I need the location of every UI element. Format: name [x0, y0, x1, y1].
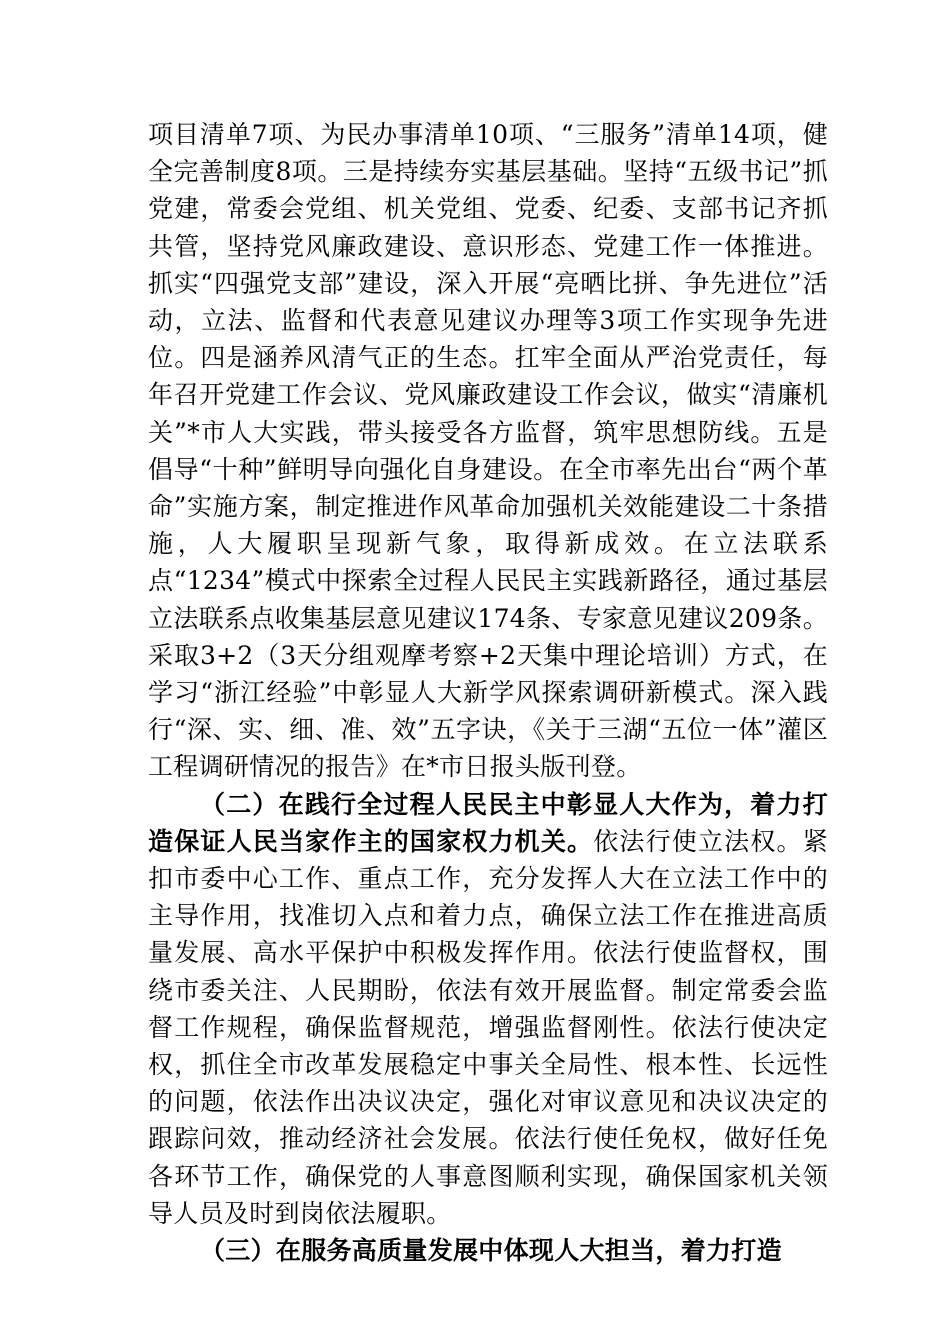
document-body [148, 116, 828, 1269]
body-paragraph-2 [148, 786, 828, 1232]
paragraph-1-text: 项目清单7项、为民办事清单10项、“三服务”清单14项，健全完善制度8项。三是持续夯实基层基础。坚持“五级书记”抓党建，常委会党组、机关党组、党委、纪委、支部书记齐抓共管，坚持党风廉政建设、意识形态、党建工作一体推进。抓实“四强党支部”建设，深入开展“亮晒比拼、争先进位”活动，立法、监督和代表意见建议办理等3项工作实现争先进位。四是涵养风清气正的生态。扛牢全面从严治党责任，每年召开党建工作会议、党风廉政建设工作会议，做实“清廉机关”*市人大实践，带头接受各方监督，筑牢思想防线。五是倡导“十种”鲜明导向强化自身建设。在全市率先出台“两个革命”实施方案，制定推进作风革命加强机关效能建设二十条措施，人大履职呈现新气象，取得新成效。在立法联系点“1234”模式中探索全过程人民民主实践新路径，通过基层立法联系点收集基层意见建议174条、专家意见建议209条。采取3+2（3天分组观摩考察+2天集中理论培训）方式，在学习“浙江经验”中彰显人大新学风探索调研新模式。深入践行“深、实、细、准、效”五字诀，《关于三湖“五位一体”灌区工程调研情况的报告》在*市日报头版刊登。 [148, 120, 828, 782]
body-paragraph-1 [148, 116, 828, 786]
section-2-heading: （二）在践行全过程人民民主中彰显人大作为，着力打造保证人民当家作主的国家权力机关。 [148, 789, 828, 856]
paragraph-2-text: 依法行使立法权。紧扣市委中心工作、重点工作，充分发挥人大在立法工作中的主导作用，找准切入点和着力点，确保立法工作在推进高质量发展、高水平保护中积极发挥作用。依法行使监督权，围绕市委关注、人民期盼，依法有效开展监督。制定常委会监督工作规程，确保监督规范，增强监督刚性。依法行使决定权，抓住全市改革发展稳定中事关全局性、根本性、长远性的问题，依法作出决议决定，强化对审议意见和决议决定的跟踪问效，推动经济社会发展。依法行使任免权，做好任免各环节工作，确保党的人事意图顺利实现，确保国家机关领导人员及时到岗依法履职。 [148, 826, 829, 1228]
section-3-heading: （三）在服务高质量发展中体现人大担当，着力打造 [200, 1236, 782, 1266]
body-paragraph-3 [148, 1232, 828, 1269]
